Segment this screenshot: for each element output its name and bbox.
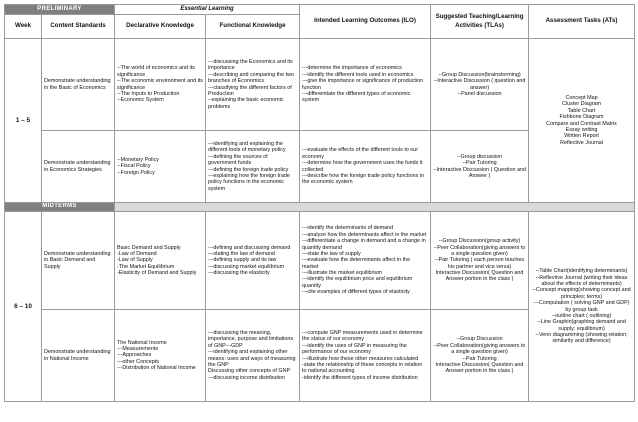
list-item: ---evaluate how the determinants affect in the market <box>302 257 411 270</box>
list-item: --Interactive Discussion ( question and answer) <box>433 78 526 91</box>
list-item: ---evaluate the effects of the different tools to our economy <box>302 147 419 160</box>
declarative-cell <box>115 39 206 131</box>
list-item: Reflective Journal <box>560 139 603 146</box>
declarative-cell <box>115 310 206 402</box>
list-item: ---identifying and explaining the different tools of monetary policy <box>208 141 286 154</box>
list-item: -The Market Equilibrium <box>117 263 175 270</box>
essential-learning-header: Essential Learning <box>115 5 300 15</box>
list-item: --Panel discussion <box>457 90 502 97</box>
list-item: ---defining the sources of government funds <box>208 153 268 167</box>
ilo-cell <box>300 39 431 131</box>
list-item: Cluster Diagram <box>562 101 601 108</box>
list-item: --Venn diagramming (showing relation; similarity and difference) <box>535 332 628 345</box>
list-item: ---differentiate a change in demand and a change in quantity demand <box>302 238 426 251</box>
list-item: ---discussing market equilibrium <box>208 263 285 270</box>
ilo-cell <box>300 212 431 310</box>
list-item: Table Chart <box>567 107 596 114</box>
list-item: Essay writing <box>565 126 598 133</box>
preliminary-band: PRELIMINARY <box>5 5 115 15</box>
list-item: ---describe how the foreign trade policy functions in the economic system <box>302 172 424 186</box>
curriculum-table-container <box>4 4 634 414</box>
list-item: --Group Discussion(group activity) <box>438 238 521 245</box>
list-item: ---Computation ( solving GNP and GDP) by group task <box>533 300 630 313</box>
declarative-cell <box>115 131 206 203</box>
table-row <box>5 212 635 310</box>
list-item: --Foreign Policy <box>117 169 155 176</box>
ilo-header: Intended Learning Outcomes (ILO) <box>300 5 431 39</box>
list-item: ---illustrate the market equilibrium <box>302 270 383 277</box>
list-item: Interactive Discussion( Question and Answer portion in the class ) <box>435 270 524 283</box>
list-item: ---identify the equilibrium price and equilibrium quantity <box>302 276 413 289</box>
ats-cell <box>529 212 635 402</box>
midterms-week-cell: 6 – 10 <box>5 212 42 402</box>
list-item: ---stating the law of demand <box>208 250 275 257</box>
list-item: --Concept mapping(showing concept and principles; terms) <box>532 287 631 300</box>
list-item: ---identify the determinants of demand <box>302 225 394 232</box>
list-item: --Interactive Discussion ( Question and Answer ) <box>433 166 526 179</box>
list-item: ---identify the different tools used in economics <box>302 71 414 78</box>
list-item: ---compute GNP measurements used in determine the status of our economy <box>302 330 423 343</box>
ilo-cell <box>300 131 431 203</box>
list-item: Interactive Discussion( Question and Answer portion in the class ) <box>435 361 524 375</box>
ats-header: Assessment Tasks (ATs) <box>529 5 635 39</box>
list-item: ---identifying and explaining other means: uses and ways of measuring the GNP <box>208 349 296 368</box>
tlas-cell <box>431 131 529 203</box>
list-item: ---Measurements <box>117 345 159 352</box>
list-item: --outline chart ( outlining) <box>551 312 612 319</box>
tlas-cell <box>431 39 529 131</box>
list-item: --explaining the basic economic problems <box>208 97 284 110</box>
declarative-header: Declarative Knowledge <box>115 15 206 39</box>
list-item: ---state the law of supply <box>302 250 361 257</box>
list-item: ---discussing the meaning, importance, purpose and limitations of GNP---GDP <box>208 330 294 349</box>
content-standard-cell: Demonstrate understanding in the Basic of Economics <box>42 39 115 131</box>
list-item: -identify the different types of income distribution <box>302 374 418 381</box>
list-item: Written Report <box>564 133 599 140</box>
list-item: --Group Discussion <box>456 336 503 343</box>
list-item: Compare and Contrast Matrix <box>546 120 617 127</box>
list-item: ---illustrate how these other measures calculated <box>302 355 419 362</box>
list-item: Basic Demand and Supply <box>117 244 181 251</box>
list-item: ---discussing the elasticity <box>208 270 270 277</box>
list-item: ---defining and discussing demand <box>208 244 291 251</box>
content-standard-cell: Demonstrate understanding in National Income <box>42 310 115 402</box>
week-header: Week <box>5 15 42 39</box>
ats-cell <box>529 39 635 203</box>
list-item: --Group Discussion(brainstorming) <box>438 71 521 78</box>
list-item: ---classifying the different factors of Production <box>208 84 292 97</box>
list-item: --Pair Tutoring <box>462 355 497 362</box>
tlas-header: Suggested Teaching/Learning Activities (TLAs) <box>431 5 529 39</box>
list-item: --The economic environment and its significance <box>117 78 204 91</box>
list-item: Fishbone Diagram <box>559 114 604 121</box>
list-item: Concept Map <box>565 95 598 101</box>
list-item: ---analyze how the determinants affect in the market <box>302 231 427 238</box>
list-item: ---differentiate the different types of economic system <box>302 90 411 104</box>
list-item: --Group discussion <box>456 153 503 160</box>
list-item: --Economic System <box>117 97 164 104</box>
list-item: ---Approaches <box>117 352 152 359</box>
list-item: --Monetary Policy <box>117 156 159 163</box>
table-row <box>5 39 635 131</box>
list-item: --The world of economics and its significance <box>117 65 195 78</box>
list-item: --Reflective Journal (writing their ideas about the effects of determinants) <box>535 274 628 287</box>
functional-cell <box>206 212 300 310</box>
midterms-band: MIDTERMS <box>5 203 115 212</box>
functional-header: Functional Knowledge <box>206 15 300 39</box>
list-item: --Pair Tutoring <box>462 160 497 167</box>
content-standard-cell: Demonstrate understanding in Economics Strategies <box>42 131 115 203</box>
functional-cell <box>206 131 300 203</box>
list-item: ---discussing income distribution <box>208 374 286 381</box>
list-item: ---cite examples of different types of elasticity <box>302 289 410 296</box>
list-item: --Table Chart(identifying determinants) <box>535 268 628 275</box>
declarative-cell <box>115 212 206 310</box>
list-item: --Fiscal Policy <box>117 163 151 170</box>
tlas-cell <box>431 212 529 310</box>
midterms-band-fill <box>115 203 635 212</box>
list-item: ---describing and comparing the two branches of Economics <box>208 71 295 85</box>
list-item: --Peer Collaboration(giving answers to a single question given) <box>433 342 526 356</box>
list-item: ---defining supply and its law <box>208 257 277 264</box>
functional-cell <box>206 310 300 402</box>
list-item: ---identify the uses of GNP in measuring the performance of our economy <box>302 342 407 356</box>
list-item: ---determine the importance of economics <box>302 65 402 72</box>
list-item: --Line Graphin(graphing demand and supply; equilibrium) <box>537 319 626 332</box>
list-item: --The Inputs to Production <box>117 90 180 97</box>
ilo-cell <box>300 310 431 402</box>
list-item: ---discussing the Economics and its importance <box>208 59 293 72</box>
tlas-cell <box>431 310 529 402</box>
content-standards-header: Content Standards <box>42 15 115 39</box>
list-item: ---Distribution of National Income <box>117 365 196 372</box>
list-item: Discussing other concepts of GNP <box>208 368 291 375</box>
list-item: ---explaining how the foreign trade policy functions in the economic system <box>208 172 290 192</box>
list-item: --Peer Collaboration(giving answers to a single question given) <box>433 244 526 257</box>
list-item: ---determine how the government uses the funds it collected <box>302 160 423 173</box>
list-item: -Elasticity of Demand and Supply <box>117 270 197 277</box>
prelim-week-cell: 1 – 5 <box>5 39 42 203</box>
list-item: ---give the importance or significance of production function <box>302 78 424 91</box>
curriculum-table <box>4 4 635 402</box>
list-item: --Pair Tutoring ( each person teaches his partner and vice versa) <box>435 257 525 270</box>
list-item: -Law of Demand <box>117 250 157 257</box>
list-item: -Law of Supply <box>117 257 153 264</box>
list-item: -state the relationship of these concepts in relation to national accounting <box>302 361 423 375</box>
list-item: The National Income <box>117 339 167 346</box>
functional-cell <box>206 39 300 131</box>
list-item: ---other Concepts <box>117 358 159 365</box>
content-standard-cell: Demonstrate understanding in Basic Demand and Supply <box>42 212 115 310</box>
list-item: ---defining the foreign trade policy <box>208 166 289 173</box>
